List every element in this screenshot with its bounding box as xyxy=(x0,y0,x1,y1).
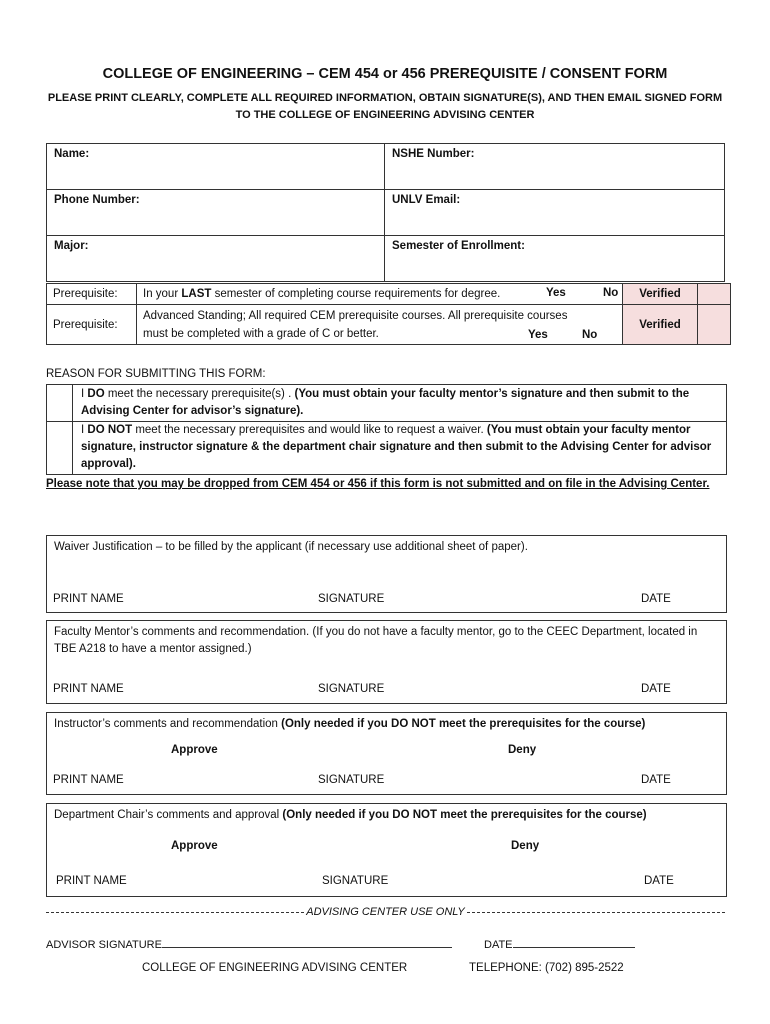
opt2-a: I xyxy=(81,424,88,436)
opt2-c: meet the necessary prerequisites and would like to request a waiver. xyxy=(132,424,487,436)
advisor-date-line[interactable] xyxy=(484,937,635,951)
verified-checkbox-1[interactable] xyxy=(698,284,731,305)
chair-approve[interactable]: Approve xyxy=(171,840,218,852)
advisor-signature-label: ADVISOR SIGNATURE xyxy=(46,939,162,951)
prerequisite-table xyxy=(46,283,731,345)
form-title: COLLEGE OF ENGINEERING – CEM 454 or 456 PREREQUISITE / CONSENT FORM xyxy=(102,66,668,82)
name-field[interactable] xyxy=(47,144,385,190)
prereq-1-no[interactable]: No xyxy=(603,287,619,299)
chair-signature: SIGNATURE xyxy=(322,875,389,887)
reason-do-checkbox[interactable] xyxy=(46,385,73,420)
opt2-d: (You must obtain your faculty mentor signature, instructor signature & the department chair signature and then submit to the Advising Center for advisor approval). xyxy=(81,424,712,470)
opt1-b: DO xyxy=(87,388,105,400)
instructor-print-name: PRINT NAME xyxy=(53,774,124,786)
prereq-2-line1: Advanced Standing; All required CEM prerequisite courses. All prerequisite courses xyxy=(143,309,568,322)
waiver-signature: SIGNATURE xyxy=(318,593,385,605)
prereq-1-bold: LAST xyxy=(181,288,212,300)
drop-warning-note: Please note that you may be dropped from CEM 454 or 456 if this form is not submitted and on file in the Advising Center. xyxy=(46,478,710,490)
verified-label-1: Verified xyxy=(623,284,698,305)
email-label: UNLV Email: xyxy=(392,194,461,206)
chair-text xyxy=(54,807,719,824)
advisor-signature-blank[interactable] xyxy=(162,937,452,948)
advising-center-phone: TELEPHONE: (702) 895-2522 xyxy=(469,962,624,974)
major-field[interactable] xyxy=(47,236,385,282)
prereq-row-advanced-standing xyxy=(137,305,623,345)
instructor-text xyxy=(54,716,719,733)
instructor-section[interactable] xyxy=(46,712,727,795)
instructor-signature: SIGNATURE xyxy=(318,774,385,786)
phone-label: Phone Number: xyxy=(54,194,140,206)
major-label: Major: xyxy=(54,240,89,252)
reason-do-text xyxy=(81,386,721,420)
student-info-table xyxy=(46,143,725,282)
mentor-text: Faculty Mentor’s comments and recommendation. (If you do not have a faculty mentor, go to the CEEC Department, located in TBE A218 to have a mentor assigned.) xyxy=(54,626,698,655)
divider-line-left xyxy=(46,912,304,913)
prereq-1-yes[interactable]: Yes xyxy=(546,287,566,299)
mentor-signature: SIGNATURE xyxy=(318,683,385,695)
verified-label-2: Verified xyxy=(623,305,698,345)
prereq-row-last-semester xyxy=(137,284,623,305)
reason-do-not-text xyxy=(81,422,721,473)
waiver-section[interactable] xyxy=(46,535,727,613)
mentor-print-name: PRINT NAME xyxy=(53,683,124,695)
advisor-date-label: DATE xyxy=(484,939,513,951)
instructor-approve[interactable]: Approve xyxy=(171,744,218,756)
nshe-label: NSHE Number: xyxy=(392,148,475,160)
instructor-date: DATE xyxy=(641,774,671,786)
chair-text-b: (Only needed if you DO NOT meet the prerequisites for the course) xyxy=(282,809,647,821)
advisor-date-blank[interactable] xyxy=(513,937,635,948)
advising-center-name: COLLEGE OF ENGINEERING ADVISING CENTER xyxy=(142,962,408,974)
waiver-text: Waiver Justification – to be filled by the applicant (if necessary use additional sheet of paper). xyxy=(54,541,528,553)
name-label: Name: xyxy=(54,148,90,160)
semester-field[interactable] xyxy=(385,236,725,282)
opt1-c: meet the necessary prerequisite(s) . xyxy=(104,388,295,400)
reason-do-not-checkbox[interactable] xyxy=(46,420,73,474)
opt1-d: (You must obtain your faculty mentor’s signature and then submit to the Advising Center for advisor’s signature). xyxy=(81,388,690,417)
mentor-date: DATE xyxy=(641,683,671,695)
reason-title: REASON FOR SUBMITTING THIS FORM: xyxy=(46,368,266,380)
nshe-field[interactable] xyxy=(385,144,725,190)
semester-label: Semester of Enrollment: xyxy=(392,240,525,252)
prereq-2-yes[interactable]: Yes xyxy=(528,329,548,341)
waiver-date: DATE xyxy=(641,593,671,605)
prereq-label-1: Prerequisite: xyxy=(47,284,137,305)
prereq-2-line2: must be completed with a grade of C or better. xyxy=(143,327,379,340)
advising-divider-label: ADVISING CENTER USE ONLY xyxy=(306,906,465,918)
prereq-2-no[interactable]: No xyxy=(582,329,598,341)
chair-date: DATE xyxy=(644,875,674,887)
form-instructions: PLEASE PRINT CLEARLY, COMPLETE ALL REQUIRED INFORMATION, OBTAIN SIGNATURE(S), AND THEN EMAIL SIGNED FORM TO THE COLLEGE OF ENGINEERING ADVISING CENTER xyxy=(47,92,723,121)
email-field[interactable] xyxy=(385,190,725,236)
divider-line-right xyxy=(467,912,725,913)
chair-print-name: PRINT NAME xyxy=(56,875,127,887)
chair-text-a: Department Chair’s comments and approval xyxy=(54,809,283,821)
advisor-signature-line[interactable] xyxy=(46,937,452,951)
instructor-text-b: (Only needed if you DO NOT meet the prerequisites for the course) xyxy=(281,718,646,730)
opt2-b: DO NOT xyxy=(87,424,133,436)
instructor-text-a: Instructor’s comments and recommendation xyxy=(54,718,282,730)
prereq-1-pre: In your xyxy=(143,288,182,300)
verified-checkbox-2[interactable] xyxy=(698,305,731,345)
chair-deny[interactable]: Deny xyxy=(511,840,540,852)
phone-field[interactable] xyxy=(47,190,385,236)
instructor-deny[interactable]: Deny xyxy=(508,744,537,756)
advising-divider xyxy=(46,906,725,918)
opt1-a: I xyxy=(81,388,88,400)
prereq-label-2: Prerequisite: xyxy=(47,305,137,345)
mentor-section[interactable] xyxy=(46,620,727,704)
prereq-1-post: semester of completing course requirements for degree. xyxy=(211,288,501,300)
waiver-print-name: PRINT NAME xyxy=(53,593,124,605)
chair-section[interactable] xyxy=(46,803,727,897)
